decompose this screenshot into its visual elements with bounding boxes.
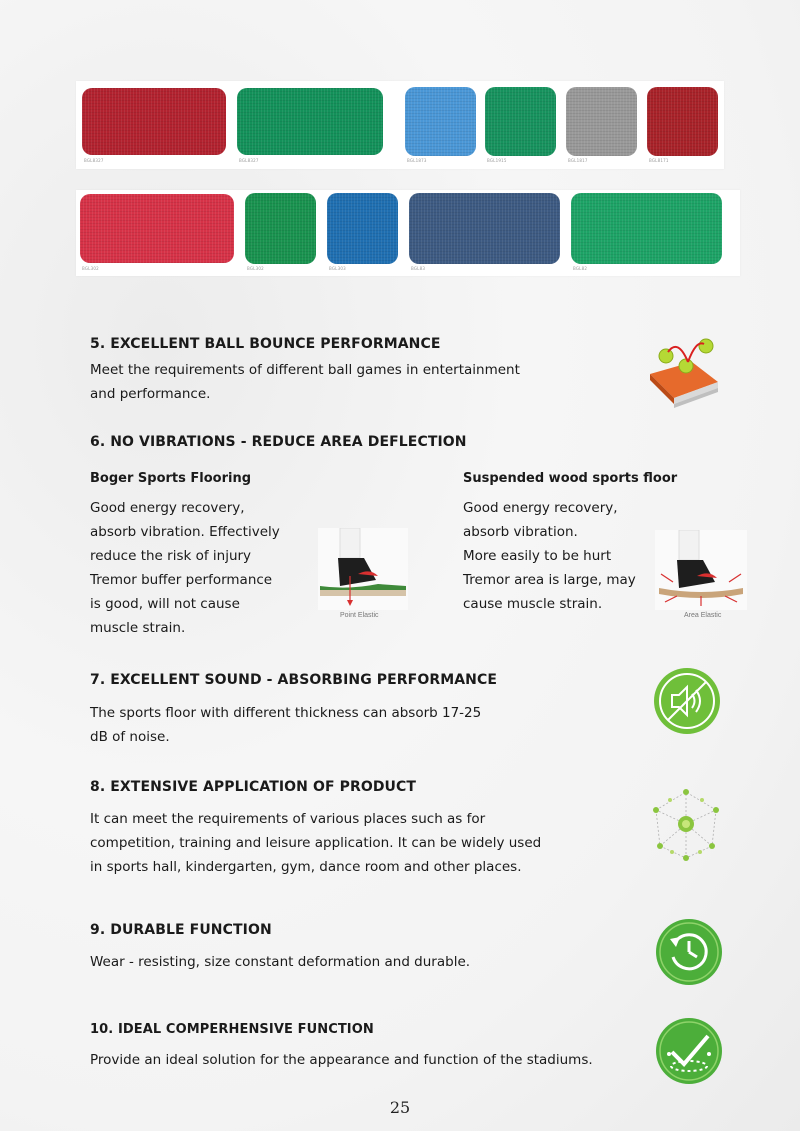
text-line: is good, will not cause [90, 596, 240, 612]
text-line: Wear - resisting, size constant deformation and durable. [90, 954, 471, 970]
text-line: in sports hall, kindergarten, gym, dance room and other places. [90, 859, 522, 875]
swatch-code: BGL302 [82, 266, 99, 271]
text-line: Tremor area is large, may [463, 572, 636, 588]
ball-bounce-icon [644, 334, 724, 414]
color-swatch [245, 193, 316, 264]
text-line: muscle strain. [90, 620, 186, 636]
area-elastic-illustration [655, 530, 747, 610]
text-line: absorb vibration. [463, 524, 578, 540]
color-swatch [82, 88, 226, 155]
text-line: Meet the requirements of different ball games in entertainment [90, 362, 520, 378]
color-swatch [566, 87, 637, 156]
section-6-right-subtitle: Suspended wood sports floor [463, 471, 678, 486]
point-elastic-caption: Point Elastic [340, 612, 379, 619]
swatch-code: BGL303 [329, 266, 346, 271]
section-6-left-text [90, 496, 280, 640]
text-line: and performance. [90, 386, 211, 402]
text-line: It can meet the requirements of various places such as for [90, 811, 486, 827]
swatch-code: BGL1915 [487, 158, 507, 163]
text-line: cause muscle strain. [463, 596, 603, 612]
section-9-title: 9. DURABLE FUNCTION [90, 922, 272, 938]
sound-absorb-icon [652, 666, 722, 736]
color-swatch [571, 193, 722, 264]
text-line: Tremor buffer performance [90, 572, 273, 588]
swatch-code: BGL1817 [568, 158, 588, 163]
swatch-strip-bottom [76, 190, 740, 276]
section-5-title: 5. EXCELLENT BALL BOUNCE PERFORMANCE [90, 336, 441, 352]
color-swatch [409, 193, 560, 264]
section-6-title: 6. NO VIBRATIONS - REDUCE AREA DEFLECTION [90, 434, 467, 450]
swatch-code: BGL8327 [84, 158, 104, 163]
color-swatch [80, 194, 234, 263]
swatch-code: BGL82 [573, 266, 588, 271]
section-6-left-subtitle: Boger Sports Flooring [90, 471, 252, 486]
text-line: Good energy recovery, [90, 500, 245, 516]
section-7-title: 7. EXCELLENT SOUND - ABSORBING PERFORMANCE [90, 672, 498, 688]
swatch-code: BGL8171 [649, 158, 669, 163]
color-swatch [485, 87, 556, 156]
section-5-text [90, 358, 520, 406]
section-10-title: 10. IDEAL COMPERHENSIVE FUNCTION [90, 1022, 374, 1037]
swatch-code: BGL83 [411, 266, 426, 271]
text-line: More easily to be hurt [463, 548, 612, 564]
swatch-strip-top [76, 81, 724, 169]
page-number: 25 [389, 1098, 411, 1117]
text-line: reduce the risk of injury [90, 548, 252, 564]
network-icon [648, 786, 724, 862]
color-swatch [327, 193, 398, 264]
swatch-code: BGL302 [247, 266, 264, 271]
text-line: competition, training and leisure application. It can be widely used [90, 835, 542, 851]
text-line: Good energy recovery, [463, 500, 618, 516]
clock-icon [654, 917, 724, 987]
check-stadium-icon [654, 1016, 724, 1086]
color-swatch [647, 87, 718, 156]
text-line: Provide an ideal solution for the appearance and function of the stadiums. [90, 1052, 593, 1068]
color-swatch [237, 88, 383, 155]
swatch-code: BGL1873 [407, 158, 427, 163]
color-swatch [405, 87, 476, 156]
text-line: dB of noise. [90, 729, 170, 745]
section-6-right-text [463, 496, 636, 616]
section-10-text [90, 1048, 593, 1072]
text-line: The sports floor with different thickness can absorb 17-25 [90, 705, 482, 721]
swatch-code: BGL8327 [239, 158, 259, 163]
section-9-text [90, 950, 470, 974]
section-8-title: 8. EXTENSIVE APPLICATION OF PRODUCT [90, 779, 417, 795]
section-7-text [90, 701, 481, 749]
point-elastic-illustration [318, 528, 408, 610]
section-8-text [90, 807, 541, 879]
text-line: absorb vibration. Effectively [90, 524, 280, 540]
area-elastic-caption: Area Elastic [684, 612, 722, 619]
